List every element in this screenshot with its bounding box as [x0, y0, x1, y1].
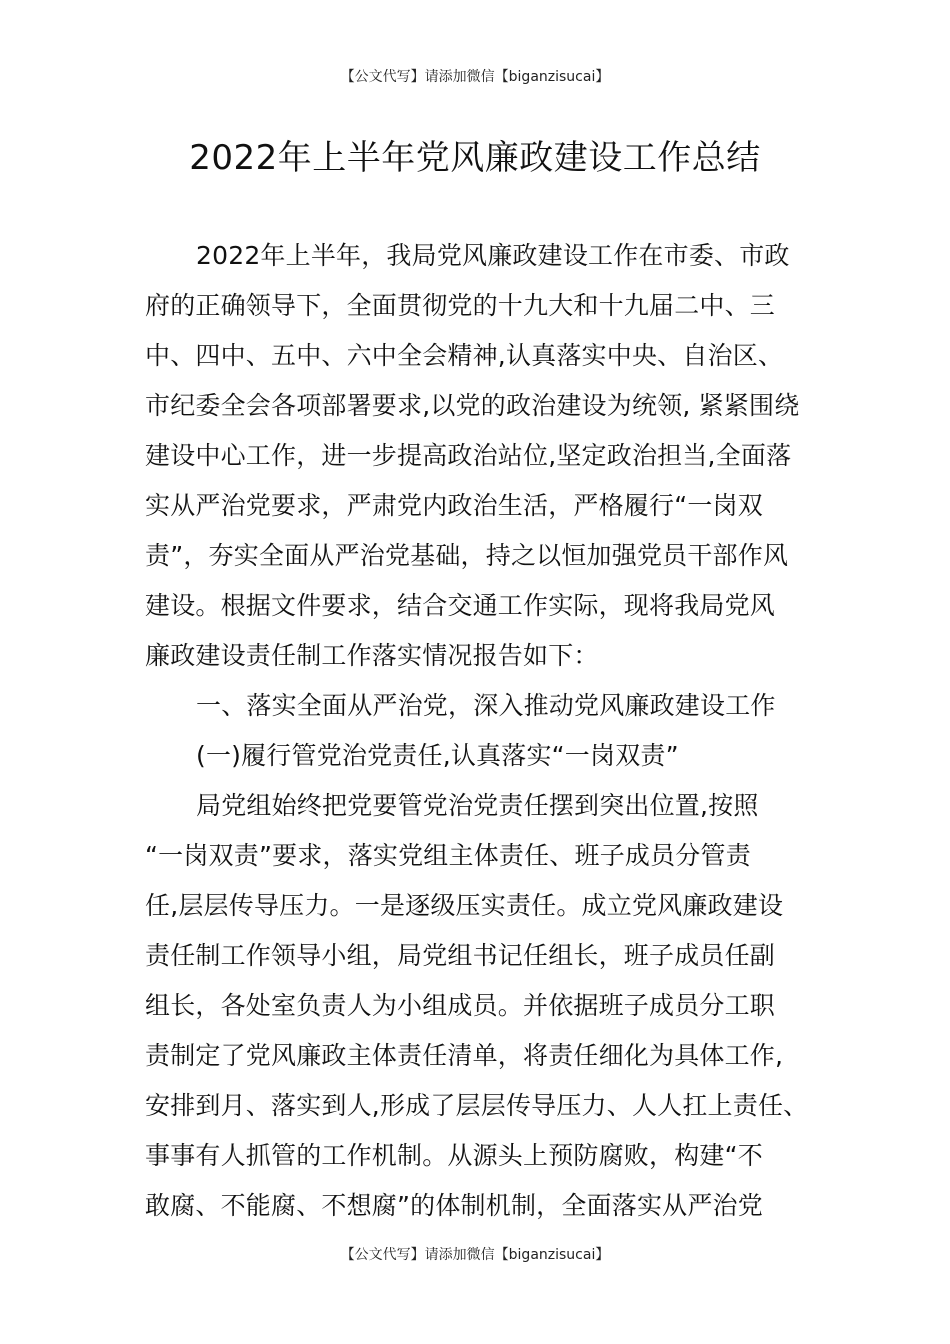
body-line-2: 府的正确领导下，全面贯彻党的十九大和十九届二中、三 [145, 291, 776, 320]
body-line-9: 廉政建设责任制工作落实情况报告如下： [145, 641, 599, 670]
body-line-1: 2022年上半年，我局党风廉政建设工作在市委、市政 [196, 241, 790, 270]
body-line-15: 责任制工作领导小组，局党组书记任组长，班子成员任副 [145, 941, 776, 970]
body-line-16: 组长，各处室负责人为小组成员。并依据班子成员分工职 [145, 991, 776, 1020]
body-line-17: 责制定了党风廉政主体责任清单，将责任细化为具体工作, [145, 1041, 784, 1070]
page-footer-watermark: 【公文代写】请添加微信【biganzisucai】 [340, 1247, 610, 1263]
body-line-13: “一岗双责”要求，落实党组主体责任、班子成员分管责 [145, 841, 751, 870]
body-line-3: 中、四中、五中、六中全会精神,认真落实中央、自治区、 [145, 341, 784, 370]
body-line-19: 事事有人抓管的工作机制。从源头上预防腐败，构建“不 [145, 1141, 763, 1170]
body-line-14: 任,层层传导压力。一是逐级压实责任。成立党风廉政建设 [145, 891, 784, 920]
section-heading-1: 一、落实全面从严治党，深入推动党风廉政建设工作 [196, 691, 776, 720]
body-line-4: 市纪委全会各项部署要求,以党的政治建设为统领, 紧紧围绕 [145, 391, 800, 420]
body-line-18: 安排到月、落实到人,形成了层层传导压力、人人扛上责任、 [145, 1091, 809, 1120]
body-line-8: 建设。根据文件要求，结合交通工作实际，现将我局党风 [145, 591, 776, 620]
page-header-watermark: 【公文代写】请添加微信【biganzisucai】 [340, 69, 610, 85]
body-line-20: 敢腐、不能腐、不想腐”的体制机制，全面落实从严治党 [145, 1191, 763, 1220]
body-line-6: 实从严治党要求，严肃党内政治生活，严格履行“一岗双 [145, 491, 763, 520]
body-line-12: 局党组始终把党要管党治党责任摆到突出位置,按照 [196, 791, 759, 820]
body-line-7: 责”，夯实全面从严治党基础，持之以恒加强党员干部作风 [145, 541, 789, 570]
subsection-heading-1: (一)履行管党治党责任,认真落实“一岗双责” [196, 741, 679, 770]
body-line-5: 建设中心工作，进一步提高政治站位,坚定政治担当,全面落 [145, 441, 792, 470]
document-title: 2022年上半年党风廉政建设工作总结 [189, 138, 761, 178]
